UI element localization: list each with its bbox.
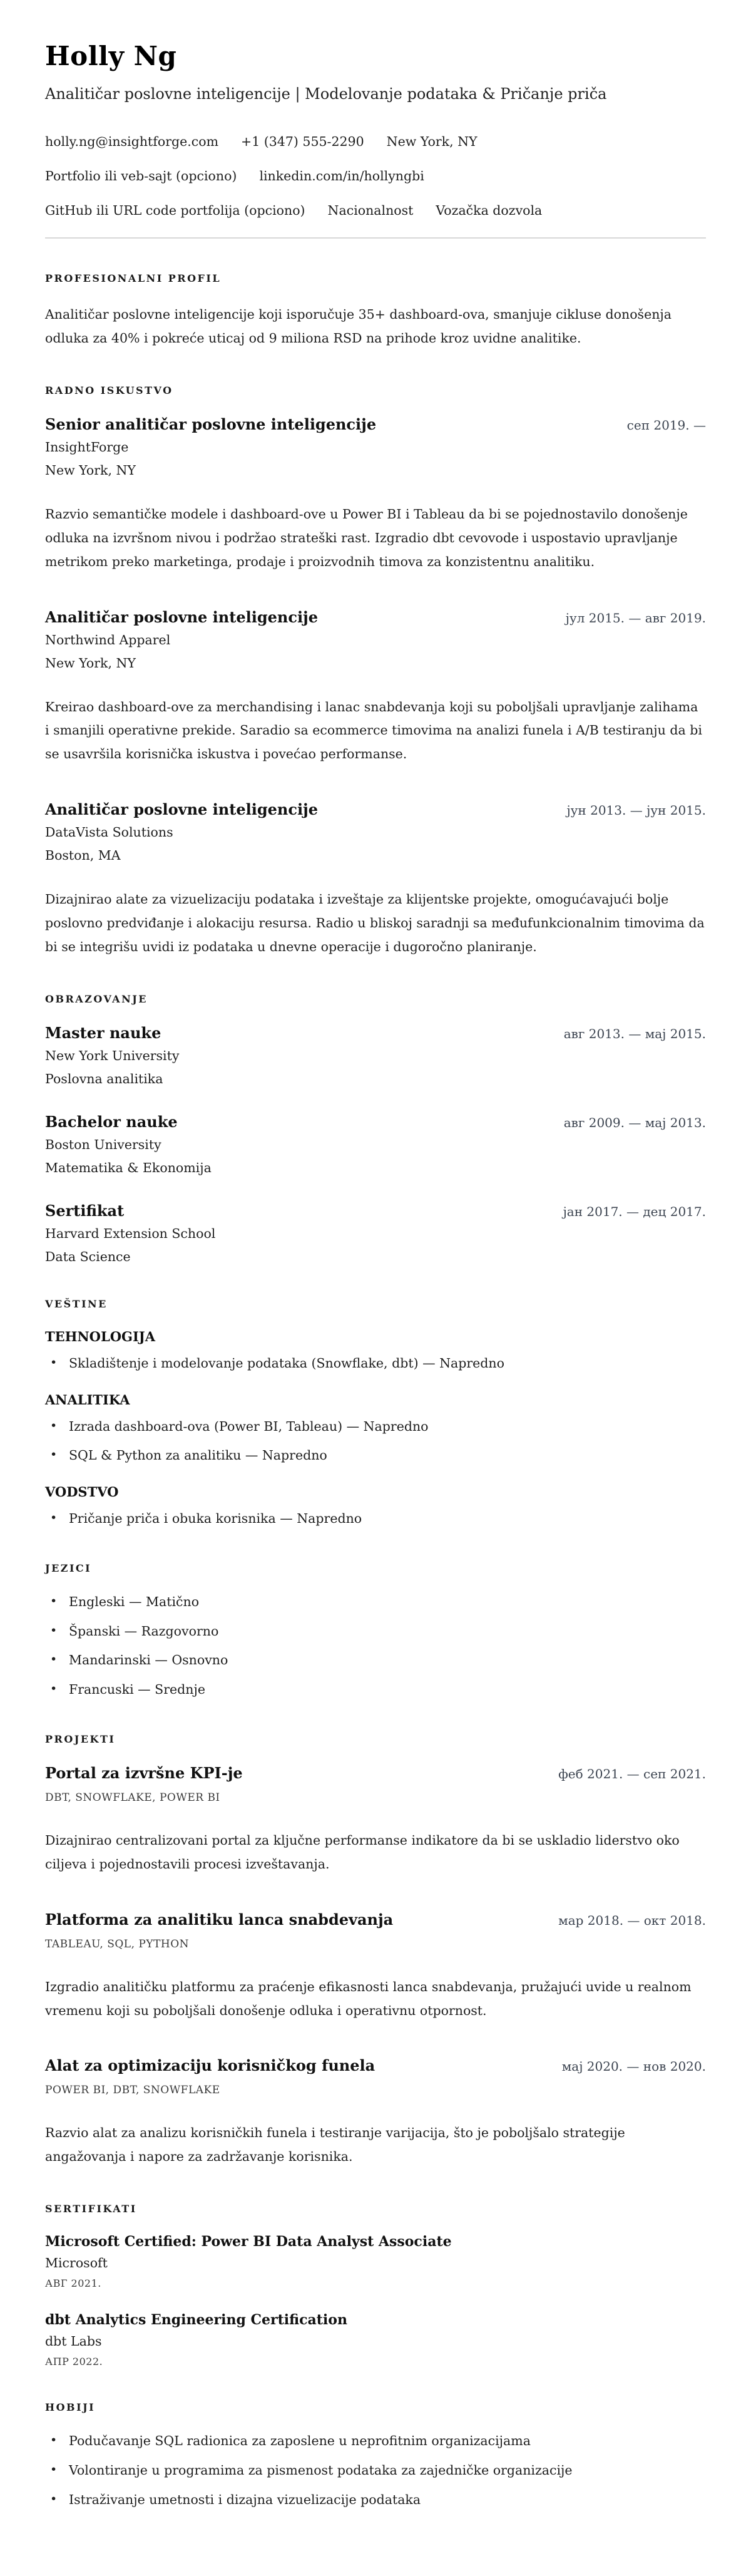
section-title-hobbies: HOBIJI <box>45 2401 96 2414</box>
education-degree: Bachelor nauke <box>45 1113 178 1131</box>
skill-item: • Pričanje priča i obuka korisnika — Napredno <box>45 1510 706 1528</box>
skill-group-list <box>45 1510 706 1528</box>
hobby-item: • Istraživanje umetnosti i dizajna vizuelizacije podataka <box>45 2491 706 2510</box>
contact-driving-license: Vozačka dozvola <box>436 202 543 218</box>
education-header <box>45 1202 706 1220</box>
education-school: Boston University <box>45 1137 161 1153</box>
section-hobbies <box>45 2401 706 2509</box>
section-title-education: OBRAZOVANJE <box>45 993 148 1006</box>
language-list <box>45 1593 706 1699</box>
skill-group-title: ANALITIKA <box>45 1391 130 1408</box>
project-entry <box>45 1764 706 1877</box>
project-header <box>45 1764 706 1782</box>
skill-item: • Skladištenje i modelovanje podataka (Snowflake, dbt) — Napredno <box>45 1354 706 1373</box>
skill-item: • SQL & Python za analitiku — Napredno <box>45 1446 706 1465</box>
project-tags: TABLEAU, SQL, PYTHON <box>45 1937 190 1950</box>
hobby-item: • Podučavanje SQL radionica za zaposlene u neprofitnim organizacijama <box>45 2432 706 2451</box>
experience-entry <box>45 415 706 574</box>
job-title: Analitičar poslovne inteligencije <box>45 800 319 819</box>
certificate-name: Microsoft Certified: Power BI Data Analyst Associate <box>45 2233 452 2250</box>
contact-row-3 <box>45 203 706 218</box>
candidate-name: Holly Ng <box>45 41 177 71</box>
hobby-item: • Volontiranje u programima za pismenost podataka za zajedničke organizacije <box>45 2461 706 2480</box>
certificate-entry <box>45 2312 706 2367</box>
education-header <box>45 1024 706 1042</box>
language-item: • Francuski — Srednje <box>45 1681 706 1699</box>
job-description: Kreirao dashboard-ove za merchandising i lanac snabdevanja koji su poboljšali upravljanje zalihama i smanjili operativne prekide. Saradio sa ecommerce timovima na analizi funela i A/B testiranju da bi se usavršila korisnička iskustva i povećao performanse. <box>45 699 702 762</box>
project-description: Izgradio analitičku platformu za praćenje efikasnosti lanca snabdevanja, pružajući uvide u realnom vremenu koji su poboljšali donošenje odluka i operativnu otpornost. <box>45 1979 692 2018</box>
project-dates: мај 2020. — нов 2020. <box>561 2059 706 2074</box>
education-school: Harvard Extension School <box>45 1226 216 1242</box>
job-dates: сеп 2019. — <box>626 417 706 433</box>
certificate-date: АВГ 2021. <box>45 2277 101 2290</box>
contact-phone: +1 (347) 555-2290 <box>241 133 364 149</box>
section-title-certificates: SERTIFIKATI <box>45 2203 137 2215</box>
project-dates: феб 2021. — сеп 2021. <box>558 1766 706 1781</box>
education-entry <box>45 1202 706 1264</box>
education-school: New York University <box>45 1048 180 1064</box>
contact-row-2 <box>45 168 706 183</box>
education-entry <box>45 1024 706 1086</box>
job-description: Razvio semantičke modele i dashboard-ove u Power BI i Tableau da bi se pojednostavilo donošenje odluka na izvršnom nivou i podržao strateški rast. Izgradio dbt cevovode i uspostavio upravljanje metrikom preko marketinga, prodaje i proizvodnih timova za konzistentnu analitiku. <box>45 506 688 569</box>
contact-linkedin: linkedin.com/in/hollyngbi <box>259 168 424 183</box>
contact-nationality: Nacionalnost <box>327 202 414 218</box>
education-field: Poslovna analitika <box>45 1071 163 1087</box>
project-description: Razvio alat za analizu korisničkih funela i testiranje varijacija, što je poboljšalo strategije angažovanja i napore za zadržavanje korisnika. <box>45 2125 625 2165</box>
profile-text: Analitičar poslovne inteligencije koji isporučuje 35+ dashboard-ova, smanjuje cikluse donošenja odluka za 40% i pokreće uticaj od 9 miliona RSD na prihode kroz uvidne analitike. <box>45 306 672 346</box>
job-location: New York, NY <box>45 462 136 478</box>
skill-item: • Izrada dashboard-ova (Power BI, Tableau) — Napredno <box>45 1418 706 1436</box>
section-certificates <box>45 2203 706 2367</box>
job-header <box>45 608 706 626</box>
project-tags: POWER BI, DBT, SNOWFLAKE <box>45 2084 220 2097</box>
section-title-profile: PROFESIONALNI PROFIL <box>45 272 222 284</box>
resume-header <box>45 41 706 239</box>
job-dates: јун 2013. — јун 2015. <box>566 803 706 818</box>
section-projects <box>45 1733 706 2170</box>
experience-entry <box>45 608 706 767</box>
section-title-skills: VEŠTINE <box>45 1298 108 1311</box>
skill-group-title: TEHNOLOGIJA <box>45 1329 156 1345</box>
job-company: InsightForge <box>45 439 129 455</box>
contact-email: holly.ng@insightforge.com <box>45 133 219 149</box>
job-title: Analitičar poslovne inteligencije <box>45 607 319 626</box>
section-title-projects: PROJEKTI <box>45 1733 116 1745</box>
skill-group-title: VODSTVO <box>45 1484 119 1500</box>
job-title: Senior analitičar poslovne inteligencije <box>45 415 377 433</box>
job-location: New York, NY <box>45 655 136 671</box>
education-entry <box>45 1113 706 1175</box>
certificate-entry <box>45 2233 706 2289</box>
skill-group-list <box>45 1418 706 1465</box>
education-header <box>45 1113 706 1131</box>
section-education <box>45 993 706 1264</box>
job-header <box>45 415 706 433</box>
project-dates: мар 2018. — окт 2018. <box>558 1912 706 1928</box>
certificate-name: dbt Analytics Engineering Certification <box>45 2312 347 2329</box>
contact-portfolio: Portfolio ili veb-sajt (opciono) <box>45 168 237 183</box>
certificate-date: АПР 2022. <box>45 2356 103 2368</box>
job-company: DataVista Solutions <box>45 825 173 840</box>
contact-location: New York, NY <box>386 133 478 149</box>
experience-entry <box>45 800 706 959</box>
section-skills <box>45 1298 706 1528</box>
section-title-languages: JEZICI <box>45 1562 92 1574</box>
job-location: Boston, MA <box>45 848 121 863</box>
skill-group-list <box>45 1354 706 1373</box>
job-company: Northwind Apparel <box>45 632 171 647</box>
education-dates: авг 2013. — мај 2015. <box>563 1026 706 1042</box>
education-degree: Master nauke <box>45 1024 161 1043</box>
education-dates: јан 2017. — дец 2017. <box>563 1204 706 1220</box>
education-field: Data Science <box>45 1249 131 1265</box>
contact-row-1 <box>45 134 706 149</box>
project-name: Alat za optimizaciju korisničkog funela <box>45 2056 376 2075</box>
project-name: Platforma za analitiku lanca snabdevanja <box>45 1910 394 1929</box>
contact-github: GitHub ili URL code portfolija (opciono) <box>45 202 305 218</box>
project-name: Portal za izvršne KPI-je <box>45 1763 243 1782</box>
section-title-experience: RADNO ISKUSTVO <box>45 384 173 396</box>
section-profile <box>45 272 706 351</box>
education-field: Matematika & Ekonomija <box>45 1160 212 1176</box>
job-description: Dizajnirao alate za vizuelizaciju podataka i izveštaje za klijentske projekte, omogućavajući bolje poslovno predviđanje i alokaciju resursa. Radio u bliskoj saradnji sa međufunkcionalnim timovima da bi se integrišu uvidi iz podataka u dnevne operacije i dugoročno planiranje. <box>45 892 705 955</box>
language-item: • Engleski — Matično <box>45 1593 706 1612</box>
job-dates: јул 2015. — авг 2019. <box>565 610 706 626</box>
project-entry <box>45 1910 706 2023</box>
hobby-list <box>45 2432 706 2509</box>
project-tags: DBT, SNOWFLAKE, POWER BI <box>45 1791 220 1804</box>
education-dates: авг 2009. — мај 2013. <box>563 1115 706 1131</box>
project-header <box>45 1910 706 1929</box>
certificate-issuer: dbt Labs <box>45 2334 102 2349</box>
section-experience <box>45 384 706 959</box>
job-header <box>45 800 706 818</box>
certificate-issuer: Microsoft <box>45 2255 108 2271</box>
language-item: • Španski — Razgovorno <box>45 1622 706 1641</box>
project-description: Dizajnirao centralizovani portal za ključne performanse indikatore da bi se uskladio liderstvo oko ciljeva i pojednostavili procesi izveštavanja. <box>45 1832 680 1872</box>
header-divider <box>45 237 706 239</box>
project-header <box>45 2056 706 2074</box>
language-item: • Mandarinski — Osnovno <box>45 1651 706 1670</box>
section-languages <box>45 1562 706 1699</box>
education-degree: Sertifikat <box>45 1202 125 1220</box>
project-entry <box>45 2056 706 2169</box>
candidate-headline: Analitičar poslovne inteligencije | Modelovanje podataka & Pričanje priča <box>45 85 607 103</box>
